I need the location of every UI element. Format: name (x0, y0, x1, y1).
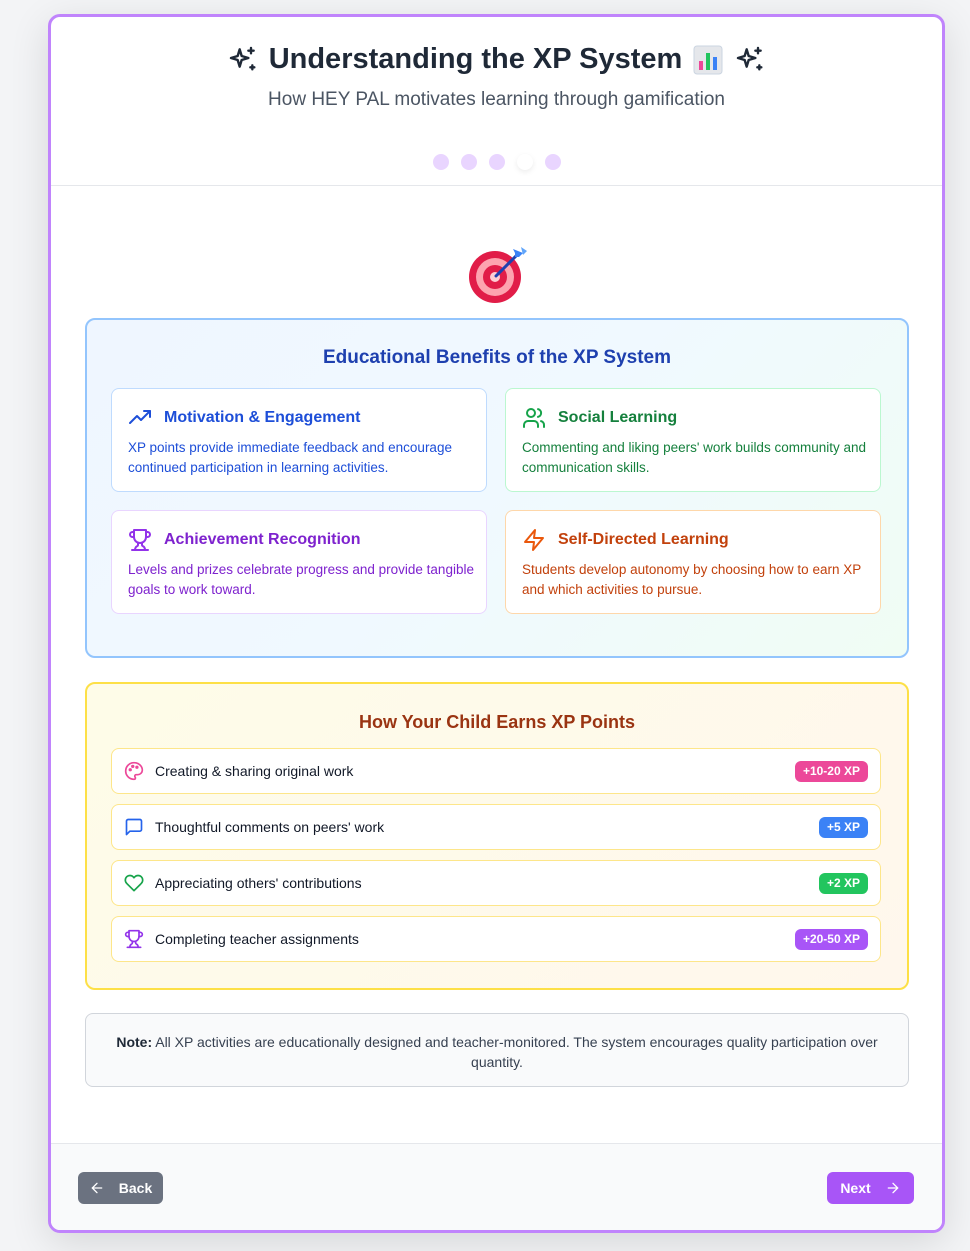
note-label: Note: (116, 1034, 153, 1050)
lightning-icon (522, 528, 546, 552)
target-icon (465, 243, 529, 307)
back-label: Back (118, 1180, 153, 1196)
step-indicator (51, 154, 942, 170)
palette-icon (124, 761, 144, 781)
benefit-title: Social Learning (558, 409, 678, 426)
benefits-panel (85, 318, 909, 658)
onboarding-modal (48, 14, 945, 1233)
earn-item-creating (111, 748, 881, 794)
trending-up-icon (128, 406, 152, 430)
heart-icon (124, 873, 144, 893)
benefit-desc: Commenting and liking peers' work builds community and communication skills. (522, 440, 866, 475)
title-row (51, 43, 942, 76)
earn-item-comments (111, 804, 881, 850)
earn-item-label: Completing teacher assignments (155, 931, 359, 947)
arrow-left-icon (89, 1180, 105, 1196)
users-icon (522, 406, 546, 430)
benefit-desc: XP points provide immediate feedback and encourage continued participation in learning activities. (128, 440, 452, 475)
xp-badge: +10-20 XP (795, 761, 868, 782)
trophy-icon (124, 929, 144, 949)
earn-xp-panel (85, 682, 909, 990)
xp-badge: +2 XP (819, 873, 868, 894)
sparkles-icon (734, 44, 766, 76)
benefit-title: Motivation & Engagement (164, 409, 361, 426)
earn-item-label: Thoughtful comments on peers' work (155, 819, 385, 835)
benefit-title: Self-Directed Learning (558, 531, 729, 548)
step-dot-active[interactable] (517, 154, 533, 170)
benefit-desc: Students develop autonomy by choosing how to earn XP and which activities to pursue. (522, 562, 861, 597)
back-button[interactable] (78, 1172, 163, 1204)
page-title: Understanding the XP System (268, 43, 683, 75)
earn-item-appreciating (111, 860, 881, 906)
benefit-card-motivation (111, 388, 487, 492)
xp-badge: +5 XP (819, 817, 868, 838)
step-dot[interactable] (489, 154, 505, 170)
next-button[interactable] (827, 1172, 914, 1204)
benefit-card-achievement (111, 510, 487, 614)
sparkles-icon (227, 44, 259, 76)
earn-title: How Your Child Earns XP Points (358, 712, 636, 732)
step-dot[interactable] (461, 154, 477, 170)
xp-badge: +20-50 XP (795, 929, 868, 950)
modal-header (51, 17, 942, 186)
benefits-title: Educational Benefits of the XP System (322, 347, 672, 368)
note-text: All XP activities are educationally designed and teacher-monitored. The system encourages quality participation over quantity. (152, 1034, 878, 1070)
trophy-icon (128, 528, 152, 552)
benefit-card-social (505, 388, 881, 492)
step-dot[interactable] (545, 154, 561, 170)
earn-item-label: Appreciating others' contributions (155, 875, 362, 891)
step-dot[interactable] (433, 154, 449, 170)
page-subtitle: How HEY PAL motivates learning through gamification (268, 89, 725, 110)
arrow-right-icon (885, 1180, 901, 1196)
bar-chart-icon (692, 44, 724, 76)
benefit-desc: Levels and prizes celebrate progress and provide tangible goals to work toward. (128, 562, 474, 597)
benefit-card-self-directed (505, 510, 881, 614)
comment-icon (124, 817, 144, 837)
modal-footer (51, 1143, 942, 1233)
note-box (85, 1013, 909, 1087)
next-label: Next (840, 1180, 871, 1196)
earn-item-assignments (111, 916, 881, 962)
benefit-title: Achievement Recognition (164, 531, 361, 548)
earn-item-label: Creating & sharing original work (155, 763, 354, 779)
